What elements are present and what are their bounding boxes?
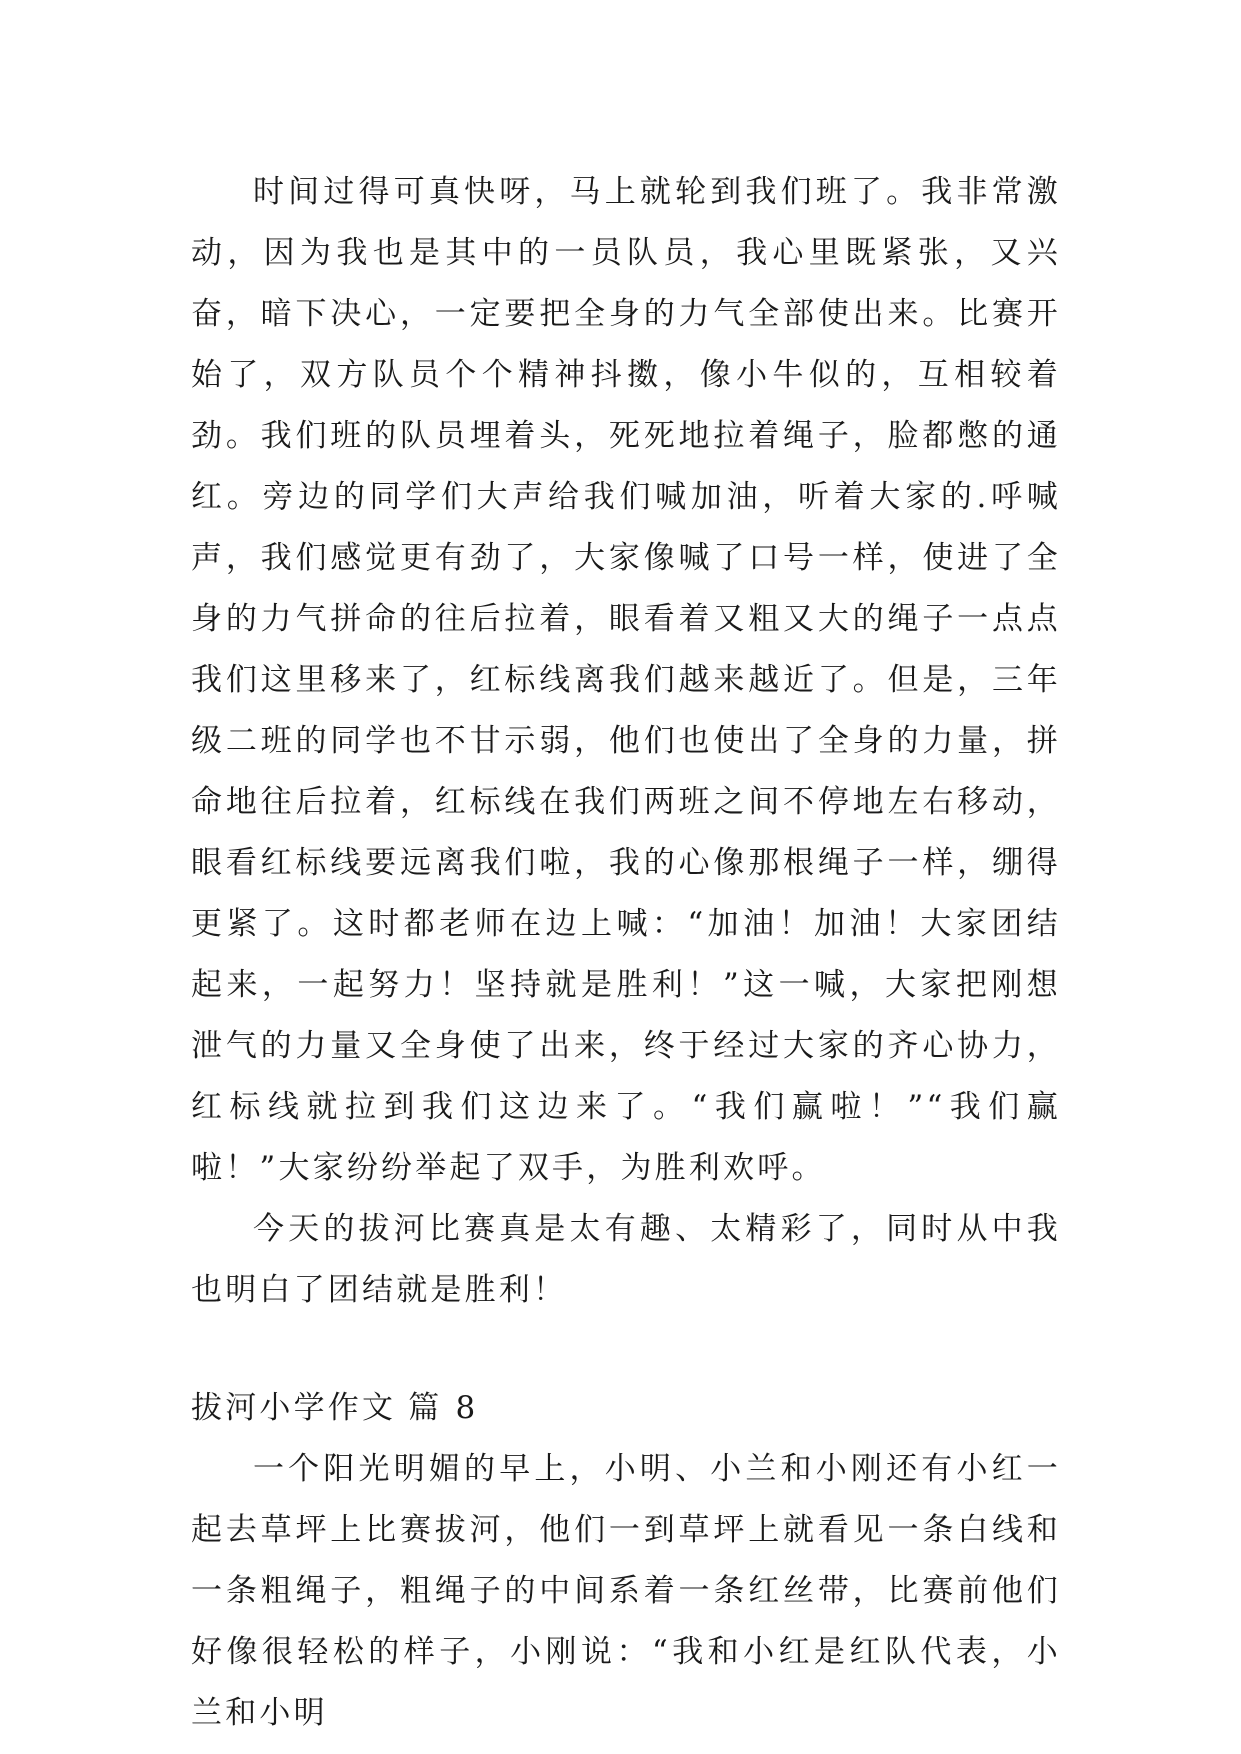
paragraph-essay-8-intro: 一个阳光明媚的早上，小明、小兰和小刚还有小红一起去草坪上比赛拔河，他们一到草坪上就看见一条白线和一条粗绳子，粗绳子的中间系着一条红丝带，比赛前他们好像很轻松的样子，小刚说：“我和小红是红队代表，小兰和小明 [191, 1451, 1061, 1731]
section-heading-number: 篇 8 [408, 1390, 479, 1426]
document-body [191, 162, 1061, 1744]
section-heading-title: 拔河小学作文 [191, 1390, 397, 1426]
paragraph-conclusion: 今天的拔河比赛真是太有趣、太精彩了，同时从中我也明白了团结就是胜利！ [191, 1211, 1061, 1308]
section-heading [191, 1378, 1061, 1439]
paragraph-tug-of-war-match: 时间过得可真快呀，马上就轮到我们班了。我非常激动，因为我也是其中的一员队员，我心里既紧张，又兴奋，暗下决心，一定要把全身的力气全部使出来。比赛开始了，双方队员个个精神抖擞，像小牛似的，互相较着劲。我们班的队员埋着头，死死地拉着绳子，脸都憋的通红。旁边的同学们大声给我们喊加油，听着大家的.呼喊声，我们感觉更有劲了，大家像喊了口号一样，使进了全身的力气拼命的往后拉着，眼看着又粗又大的绳子一点点我们这里移来了，红标线离我们越来越近了。但是，三年级二班的同学也不甘示弱，他们也使出了全身的力量，拼命地往后拉着，红标线在我们两班之间不停地左右移动，眼看红标线要远离我们啦，我的心像那根绳子一样，绷得更紧了。这时都老师在边上喊：“加油！加油！大家团结起来，一起努力！坚持就是胜利！”这一喊，大家把刚想泄气的力量又全身使了出来，终于经过大家的齐心协力，红标线就拉到我们这边来了。“我们赢啦！”“我们赢啦！”大家纷纷举起了双手，为胜利欢呼。 [191, 174, 1061, 1186]
